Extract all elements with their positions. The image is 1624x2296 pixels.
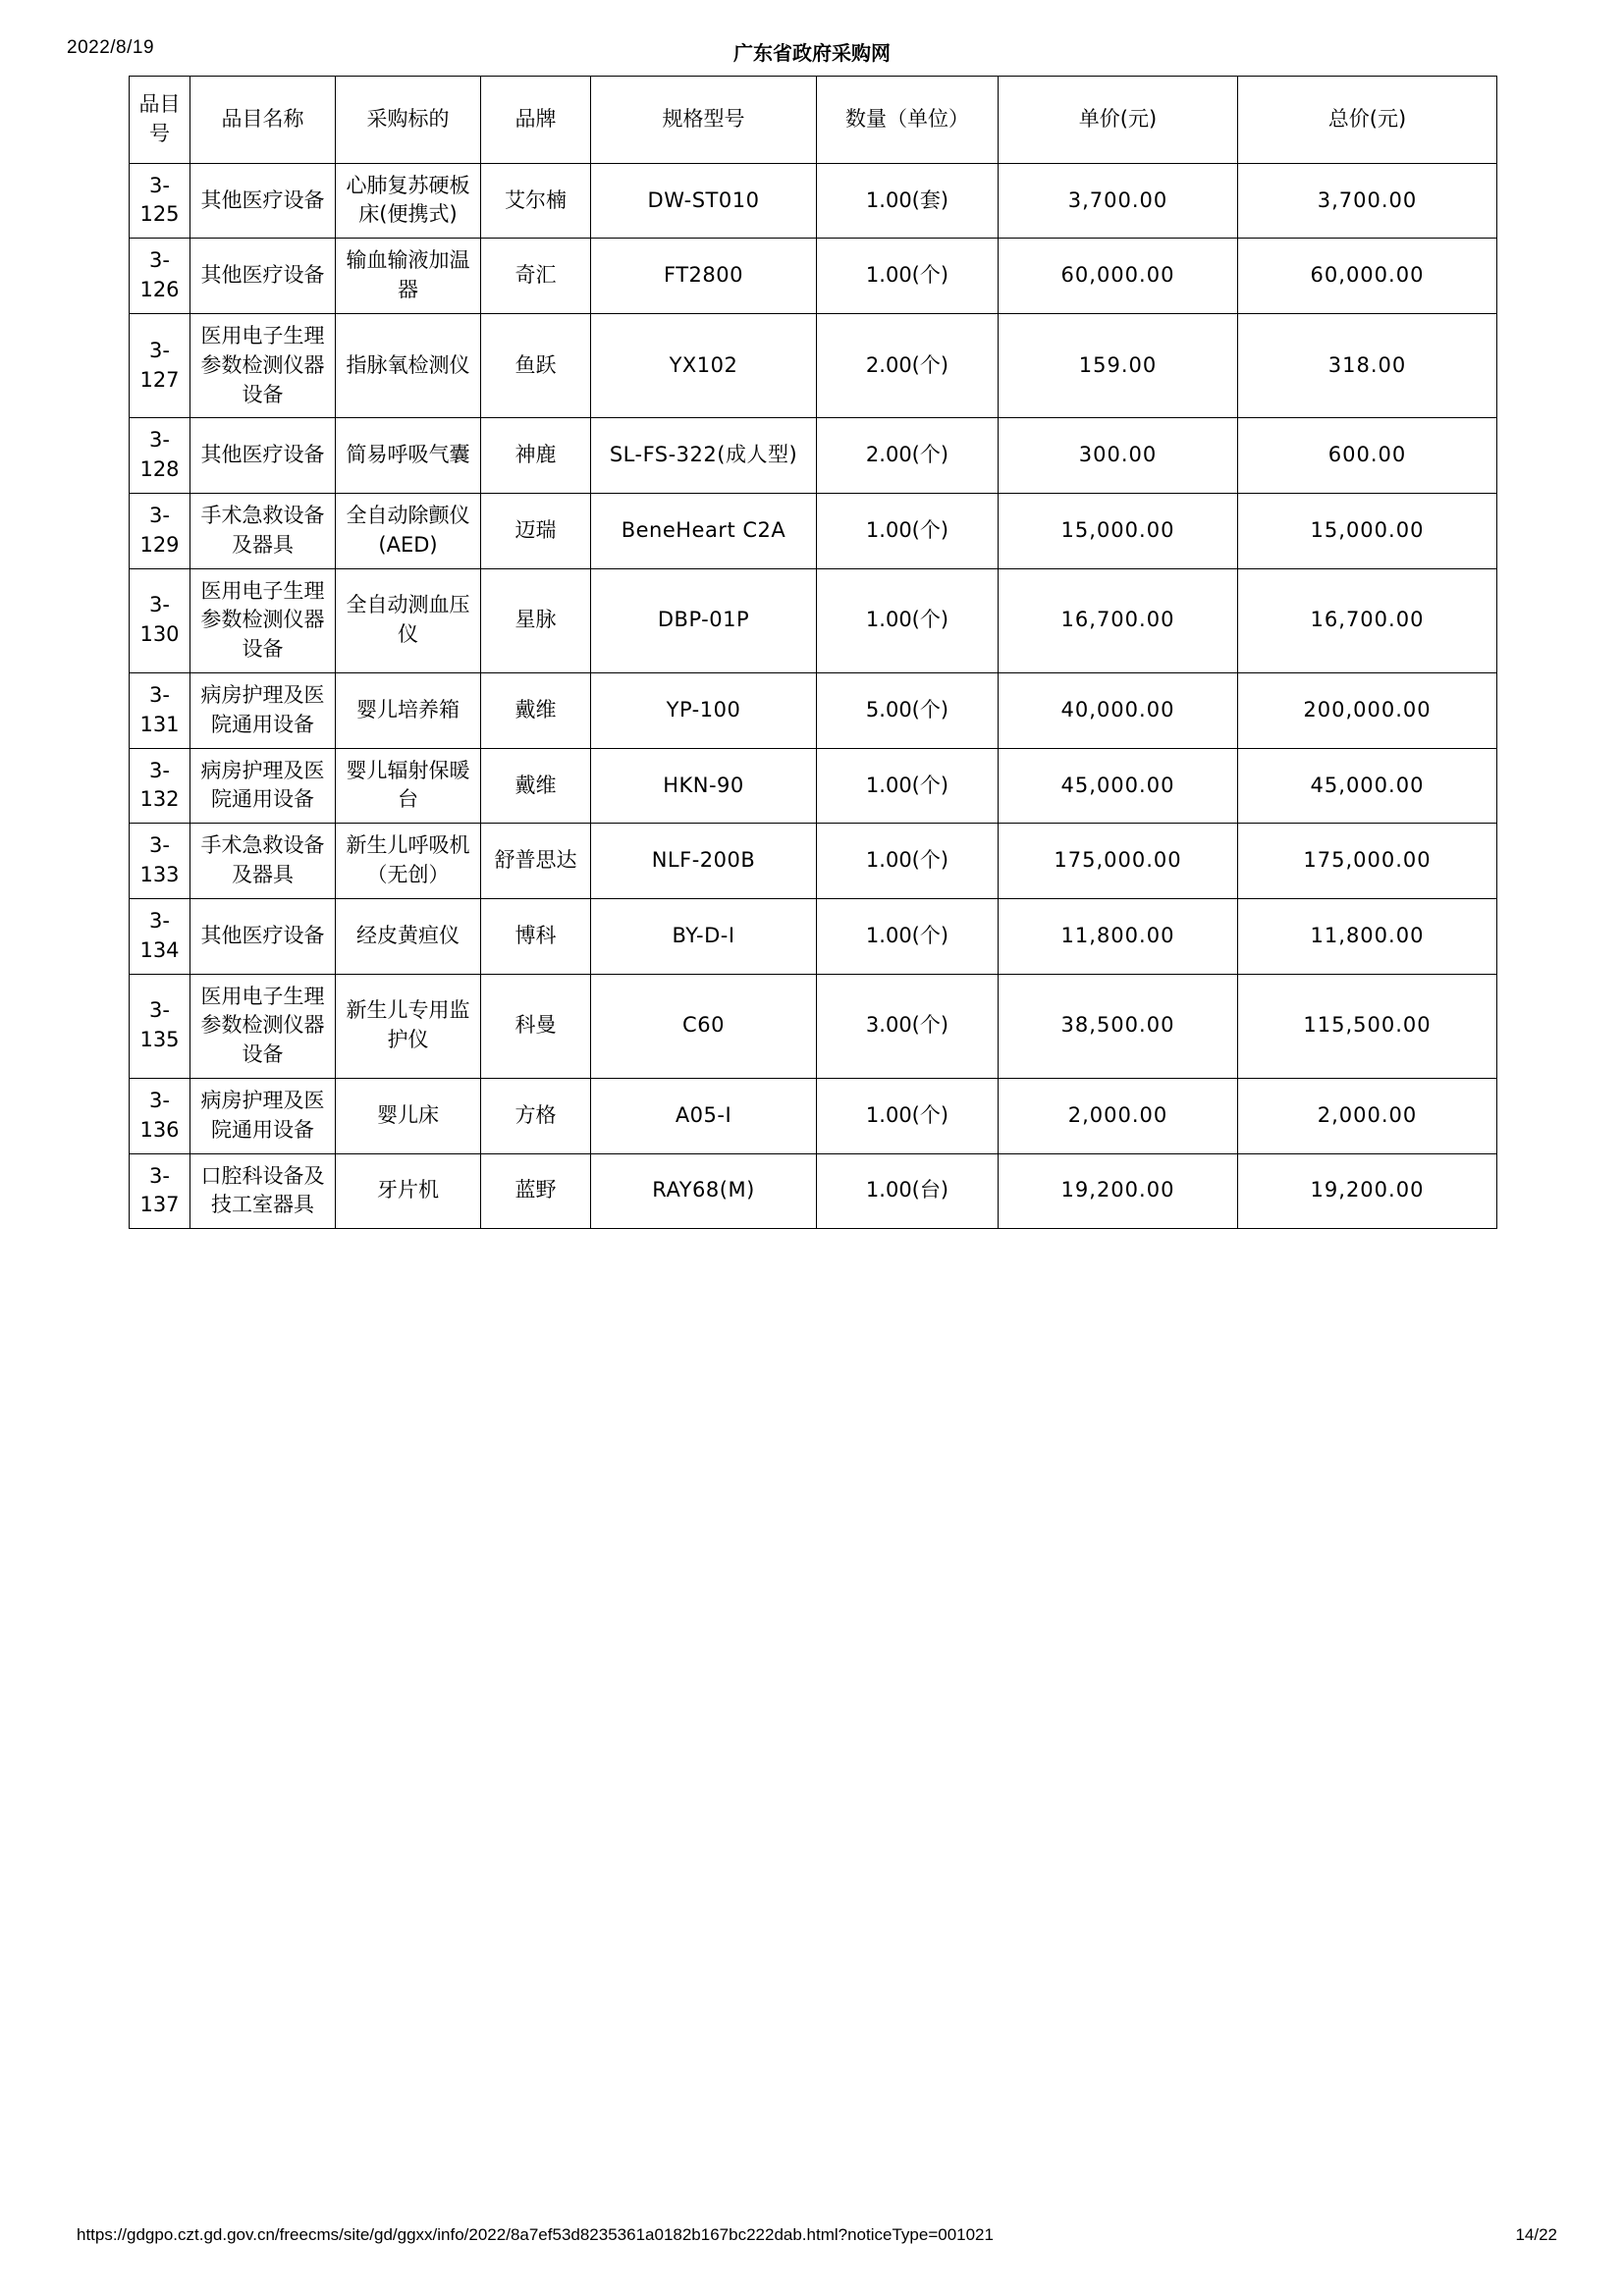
cell-brand: 博科 [481, 898, 591, 974]
cell-total-price: 318.00 [1238, 313, 1497, 417]
cell-model: DW-ST010 [591, 163, 817, 239]
cell-brand: 星脉 [481, 568, 591, 672]
cell-name: 其他医疗设备 [190, 163, 336, 239]
cell-code: 3-128 [130, 418, 190, 494]
cell-qty: 1.00(个) [817, 898, 999, 974]
table-row [130, 163, 1497, 239]
cell-total-price: 115,500.00 [1238, 974, 1497, 1078]
cell-qty: 1.00(个) [817, 568, 999, 672]
cell-name: 手术急救设备及器具 [190, 824, 336, 899]
cell-name: 病房护理及医院通用设备 [190, 748, 336, 824]
cell-qty: 1.00(个) [817, 239, 999, 314]
column-header-unit-price: 单价(元) [999, 77, 1238, 164]
cell-qty: 1.00(个) [817, 748, 999, 824]
cell-code: 3-133 [130, 824, 190, 899]
cell-model: FT2800 [591, 239, 817, 314]
column-header-target: 采购标的 [336, 77, 481, 164]
table-row [130, 493, 1497, 568]
cell-total-price: 11,800.00 [1238, 898, 1497, 974]
procurement-table-container [129, 76, 1496, 1229]
cell-code: 3-129 [130, 493, 190, 568]
page-footer [0, 2225, 1624, 2249]
cell-target: 简易呼吸气囊 [336, 418, 481, 494]
cell-total-price: 200,000.00 [1238, 673, 1497, 749]
cell-target: 经皮黄疸仪 [336, 898, 481, 974]
cell-brand: 戴维 [481, 673, 591, 749]
cell-model: C60 [591, 974, 817, 1078]
cell-name: 医用电子生理参数检测仪器设备 [190, 568, 336, 672]
column-header-brand: 品牌 [481, 77, 591, 164]
cell-code: 3-137 [130, 1153, 190, 1229]
footer-page-number: 14/22 [1515, 2225, 1557, 2244]
cell-unit-price: 2,000.00 [999, 1078, 1238, 1153]
cell-qty: 3.00(个) [817, 974, 999, 1078]
cell-total-price: 600.00 [1238, 418, 1497, 494]
cell-brand: 戴维 [481, 748, 591, 824]
cell-total-price: 16,700.00 [1238, 568, 1497, 672]
cell-name: 其他医疗设备 [190, 239, 336, 314]
cell-model: A05-I [591, 1078, 817, 1153]
cell-total-price: 15,000.00 [1238, 493, 1497, 568]
cell-name: 其他医疗设备 [190, 418, 336, 494]
cell-target: 新生儿呼吸机（无创） [336, 824, 481, 899]
cell-brand: 奇汇 [481, 239, 591, 314]
cell-model: BY-D-I [591, 898, 817, 974]
column-header-code: 品目号 [130, 77, 190, 164]
cell-target: 牙片机 [336, 1153, 481, 1229]
cell-unit-price: 38,500.00 [999, 974, 1238, 1078]
cell-name: 病房护理及医院通用设备 [190, 673, 336, 749]
cell-brand: 鱼跃 [481, 313, 591, 417]
cell-qty: 1.00(台) [817, 1153, 999, 1229]
cell-qty: 1.00(套) [817, 163, 999, 239]
cell-unit-price: 40,000.00 [999, 673, 1238, 749]
page-header [0, 37, 1624, 67]
cell-qty: 5.00(个) [817, 673, 999, 749]
cell-target: 婴儿培养箱 [336, 673, 481, 749]
cell-qty: 1.00(个) [817, 493, 999, 568]
cell-model: RAY68(M) [591, 1153, 817, 1229]
cell-name: 医用电子生理参数检测仪器设备 [190, 313, 336, 417]
cell-model: YX102 [591, 313, 817, 417]
cell-model: NLF-200B [591, 824, 817, 899]
procurement-table [129, 76, 1497, 1229]
cell-name: 手术急救设备及器具 [190, 493, 336, 568]
cell-name: 口腔科设备及技工室器具 [190, 1153, 336, 1229]
cell-total-price: 175,000.00 [1238, 824, 1497, 899]
cell-unit-price: 3,700.00 [999, 163, 1238, 239]
table-row [130, 898, 1497, 974]
table-row [130, 1153, 1497, 1229]
cell-model: YP-100 [591, 673, 817, 749]
table-row [130, 313, 1497, 417]
cell-target: 全自动测血压仪 [336, 568, 481, 672]
cell-code: 3-136 [130, 1078, 190, 1153]
cell-brand: 科曼 [481, 974, 591, 1078]
cell-total-price: 3,700.00 [1238, 163, 1497, 239]
cell-unit-price: 60,000.00 [999, 239, 1238, 314]
cell-name: 其他医疗设备 [190, 898, 336, 974]
cell-name: 病房护理及医院通用设备 [190, 1078, 336, 1153]
table-row [130, 418, 1497, 494]
column-header-qty: 数量（单位） [817, 77, 999, 164]
cell-code: 3-130 [130, 568, 190, 672]
cell-name: 医用电子生理参数检测仪器设备 [190, 974, 336, 1078]
cell-code: 3-132 [130, 748, 190, 824]
cell-unit-price: 175,000.00 [999, 824, 1238, 899]
cell-unit-price: 15,000.00 [999, 493, 1238, 568]
footer-source-url[interactable]: https://gdgpo.czt.gd.gov.cn/freecms/site/gd/ggxx/info/2022/8a7ef53d8235361a0182b167bc222dab.html?noticeType=001021 [77, 2225, 994, 2244]
cell-total-price: 60,000.00 [1238, 239, 1497, 314]
table-row [130, 748, 1497, 824]
table-row [130, 568, 1497, 672]
table-header-row [130, 77, 1497, 164]
table-row [130, 673, 1497, 749]
cell-target: 指脉氧检测仪 [336, 313, 481, 417]
cell-brand: 神鹿 [481, 418, 591, 494]
cell-target: 心肺复苏硬板床(便携式) [336, 163, 481, 239]
cell-code: 3-135 [130, 974, 190, 1078]
cell-code: 3-127 [130, 313, 190, 417]
header-date: 2022/8/19 [67, 37, 155, 58]
cell-unit-price: 11,800.00 [999, 898, 1238, 974]
cell-brand: 迈瑞 [481, 493, 591, 568]
table-row [130, 824, 1497, 899]
table-row [130, 1078, 1497, 1153]
cell-target: 全自动除颤仪(AED) [336, 493, 481, 568]
column-header-name: 品目名称 [190, 77, 336, 164]
cell-brand: 舒普思达 [481, 824, 591, 899]
cell-total-price: 19,200.00 [1238, 1153, 1497, 1229]
cell-brand: 蓝野 [481, 1153, 591, 1229]
cell-total-price: 45,000.00 [1238, 748, 1497, 824]
table-row [130, 239, 1497, 314]
cell-model: DBP-01P [591, 568, 817, 672]
column-header-model: 规格型号 [591, 77, 817, 164]
cell-unit-price: 300.00 [999, 418, 1238, 494]
cell-brand: 艾尔楠 [481, 163, 591, 239]
cell-unit-price: 159.00 [999, 313, 1238, 417]
cell-code: 3-125 [130, 163, 190, 239]
cell-target: 新生儿专用监护仪 [336, 974, 481, 1078]
column-header-total-price: 总价(元) [1238, 77, 1497, 164]
header-site-title: 广东省政府采购网 [733, 41, 891, 65]
cell-brand: 方格 [481, 1078, 591, 1153]
cell-code: 3-126 [130, 239, 190, 314]
cell-total-price: 2,000.00 [1238, 1078, 1497, 1153]
cell-target: 输血输液加温器 [336, 239, 481, 314]
cell-model: SL-FS-322(成人型) [591, 418, 817, 494]
cell-qty: 2.00(个) [817, 313, 999, 417]
cell-unit-price: 19,200.00 [999, 1153, 1238, 1229]
cell-code: 3-134 [130, 898, 190, 974]
cell-qty: 1.00(个) [817, 824, 999, 899]
cell-model: HKN-90 [591, 748, 817, 824]
cell-target: 婴儿辐射保暖台 [336, 748, 481, 824]
cell-unit-price: 16,700.00 [999, 568, 1238, 672]
cell-code: 3-131 [130, 673, 190, 749]
cell-target: 婴儿床 [336, 1078, 481, 1153]
cell-unit-price: 45,000.00 [999, 748, 1238, 824]
cell-model: BeneHeart C2A [591, 493, 817, 568]
table-row [130, 974, 1497, 1078]
cell-qty: 2.00(个) [817, 418, 999, 494]
cell-qty: 1.00(个) [817, 1078, 999, 1153]
